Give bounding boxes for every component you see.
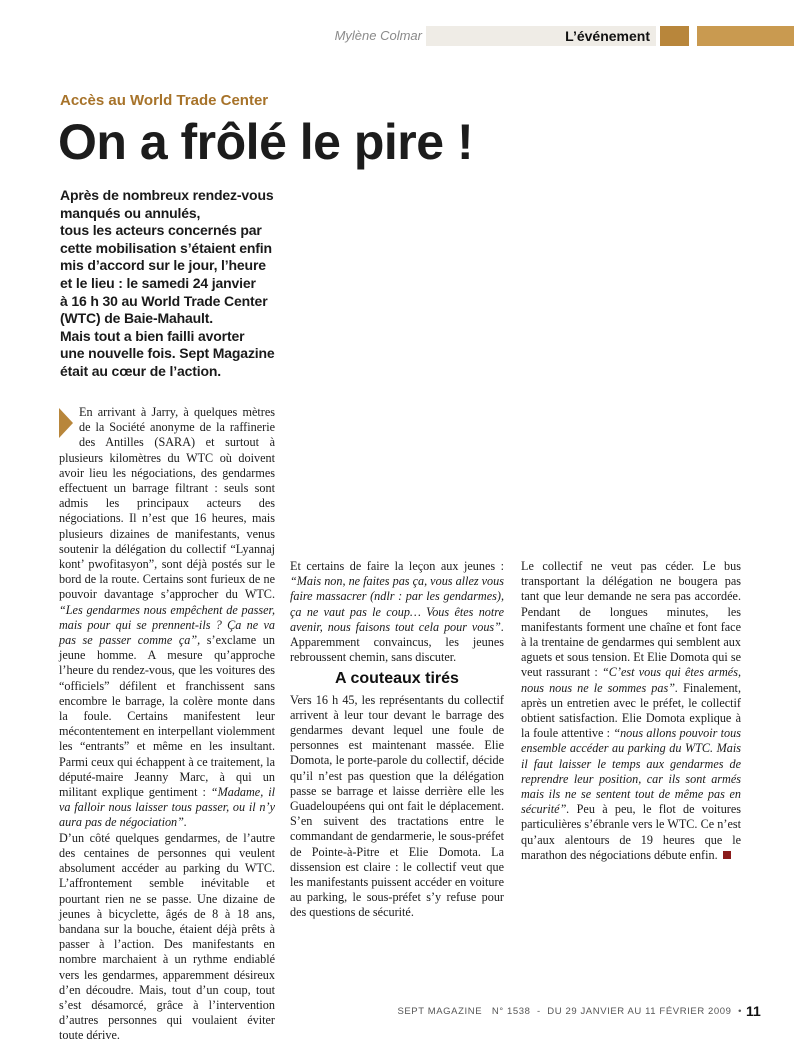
- article-title: On a frôlé le pire !: [58, 114, 474, 170]
- article-column-1: [59, 405, 275, 1044]
- article-lead: [60, 187, 285, 381]
- accent-block: [697, 26, 794, 46]
- article-column-3: [521, 559, 741, 863]
- footer-separator: [485, 1006, 488, 1017]
- paragraph: Vers 16 h 45, les représentants du collectif arrivent à leur tour devant le barrage des gendarmes devant lequel une foule de personnes est maintenant massée. Elie Domota, le porte-parole du collectif, décide qu’il n’est pas question que la délégation passe se barrage et laisse derrière elle les Guadeloupéens qui ont fait le déplacement. S’en suivent des tractations entre le commandant de gendarmerie, le sous-préfet de Pointe-à-Pitre et Elie Domota. La dissension est claire : le collectif veut que les manifestants puissent accéder en voiture au parking, le sous-préfet s’y refuse pour des questions de sécurité.: [290, 692, 504, 920]
- article-kicker: Accès au World Trade Center: [60, 92, 269, 109]
- issue-dates: DU 29 JANVIER AU 11 FÉVRIER 2009: [547, 1006, 732, 1017]
- issue-number: N° 1538: [491, 1006, 531, 1017]
- lead-line: était au cœur de l’action.: [60, 362, 222, 379]
- paragraph: En arrivant à Jarry, à quelques mètres de la Société anonyme de la raffinerie des Antilles (SARA) et surtout à plusieurs kilomètres du WTC où doivent avoir lieu les négociations, des gendarmes effectuent un barrage filtrant : seuls sont admis les principaux acteurs des négociations. Il n’est que 16 heures, mais plusieurs dizaines de manifestants, venus soutenir la délégation du collectif “Lyannaj kont’ pwofitasyon”, sont déjà postés sur le bord de la route. Certains sont furieux de ne pouvoir davantage s’approcher du WTC. “Les gendarmes nous empêchent de passer, mais pour qui se prennent-ils ? Ça ne va pas se passer comme ça”, s’exclame un jeune homme. A mesure qu’approche l’heure du rendez-vous, que les voitures des “officiels” défilent et franchissent sans encombre le barrage, la colère monte dans la foule. Certains manifestent leur mécontentement en interpellant violemment les “entrants” et même en les insultant. Parmi ceux qui échappent à ce traitement, la député-maire Jeanny Marc, à qui un militant explique gentiment : “Madame, il va falloir nous laisser tous passer, ou il n’y aura pas de négociation”.: [59, 405, 275, 830]
- lead-line: cette mobilisation s’étaient enfin: [60, 239, 272, 256]
- lead-line: mis d’accord sur le jour, l’heure: [60, 257, 266, 274]
- lead-line: Mais tout a bien failli avorter: [60, 327, 245, 344]
- lead-line: manqués ou annulés,: [60, 204, 201, 221]
- magazine-name: SEPT MAGAZINE: [397, 1006, 483, 1017]
- lead-line: (WTC) de Baie-Mahault.: [60, 310, 214, 327]
- lead-line: une nouvelle fois. Sept Magazine: [60, 345, 275, 362]
- footer-separator: •: [734, 1006, 742, 1017]
- lead-line: Après de nombreux rendez-vous: [60, 187, 274, 203]
- lead-line: et le lieu : le samedi 24 janvier: [60, 274, 256, 291]
- paragraph: Le collectif ne veut pas céder. Le bus transportant la délégation ne bougera pas tant que leur demande ne sera pas accordée. Pendant de longues minutes, les manifestants forment une chaîne et font face à la trentaine de gendarmes qui semblent aux aguets et sous tension. Et Elie Domota qui se veut rassurant : “C’est vous qui êtes armés, nous nous ne le sommes pas”. Finalement, après un entretien avec le préfet, le collectif obtient satisfaction. Elie Domota explique à la foule attentive : “nous allons pouvoir tous ensemble accéder au parking du WTC. Mais il faut laisser le temps aux gendarmes de reprendre leur position, car ils sont armés mais ils ne se sentent tout de même pas en sécurité”. Peu à peu, le flot de voitures particulières s’ébranle vers le WTC. Ce n’est qu’aux alentours de 19 heures que le marathon des négociations débute enfin.: [521, 559, 741, 862]
- end-mark-icon: [723, 851, 731, 859]
- footer-separator: -: [533, 1006, 545, 1017]
- page-number: 11: [746, 1003, 761, 1019]
- lead-line: tous les acteurs concernés par: [60, 222, 262, 239]
- paragraph: D’un côté quelques gendarmes, de l’autre des centaines de personnes qui veulent absolument accéder au parking du WTC. L’affrontement semble inévitable et pourtant rien ne se passe. Une dizaine de jeunes à bicyclette, âgés de 8 à 18 ans, bandana sur la bouche, étaient déjà prêts à passer à l’action. Des manifestants en nombre marchaient à un rythme endiablé vers les gendarmes, apparemment désireux d’en découdre. Mais, tout d’un coup, tout s’est désamorcé, grâce à l’intervention d’autres personnes qui voulaient éviter toute dérive.: [59, 830, 275, 1043]
- lead-line: à 16 h 30 au World Trade Center: [60, 292, 268, 309]
- accent-block: [660, 26, 689, 46]
- paragraph: Et certains de faire la leçon aux jeunes : “Mais non, ne faites pas ça, vous allez vous faire massacrer (ndlr : par les gendarmes), ça ne vaut pas le coup… Vous êtes notre avenir, nous faisons tout cela pour vous”. Apparemment convaincus, les jeunes rebroussent chemin, sans discuter.: [290, 559, 504, 665]
- section-subheading: A couteaux tirés: [335, 670, 459, 688]
- section-rubric: L’événement: [565, 28, 650, 44]
- page-footer: [397, 1006, 742, 1017]
- article-column-2: [290, 559, 504, 921]
- play-arrow-icon: [59, 408, 73, 438]
- author-name: Mylène Colmar: [334, 28, 422, 43]
